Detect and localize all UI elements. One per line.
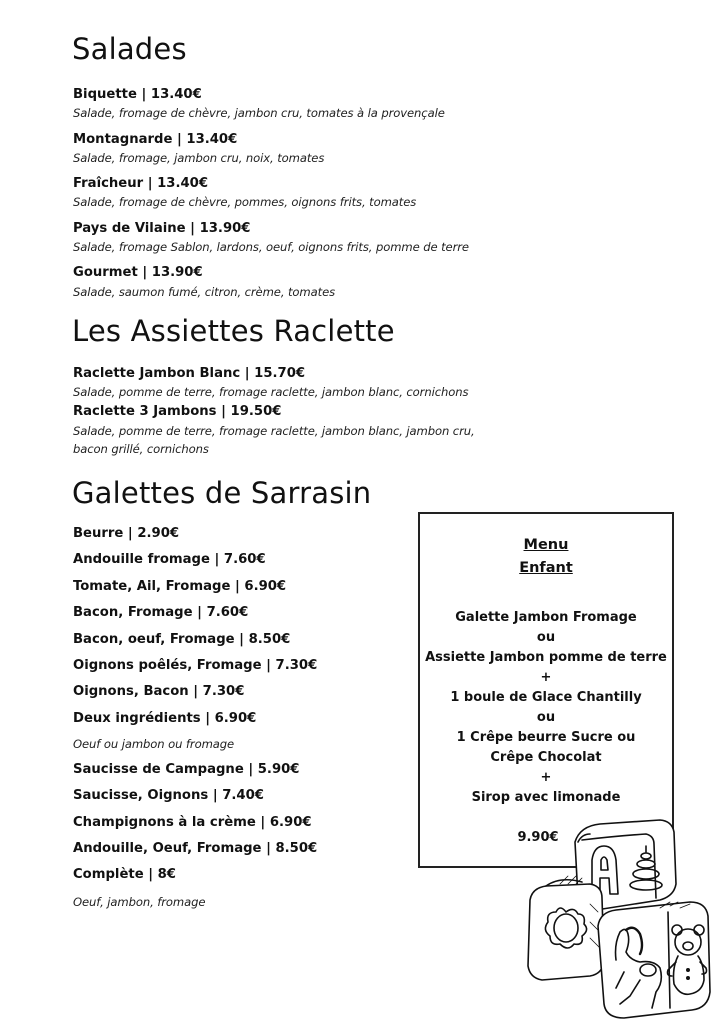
section-title-galettes: Galettes de Sarrasin	[72, 476, 372, 510]
menu-item-description-continued: bacon grillé, cornichons	[73, 442, 209, 456]
menu-enfant-price: 9.90€	[517, 830, 559, 845]
menu-item-name: Fraîcheur | 13.40€	[73, 176, 209, 191]
menu-item-name: Andouille fromage | 7.60€	[73, 552, 266, 567]
menu-item-name: Pays de Vilaine | 13.90€	[73, 221, 251, 236]
menu-enfant-line: ou	[536, 710, 556, 725]
menu-enfant-line: Galette Jambon Fromage	[455, 610, 637, 625]
menu-item-name: Raclette 3 Jambons | 19.50€	[73, 404, 282, 419]
menu-enfant-line: Assiette Jambon pomme de terre	[425, 650, 667, 665]
menu-enfant-line: ou	[536, 630, 556, 645]
menu-item-name: Gourmet | 13.90€	[73, 265, 203, 280]
menu-item-description: Salade, fromage, jambon cru, noix, tomates	[73, 151, 325, 165]
toy-blocks-icon	[520, 812, 724, 1024]
section-title-salades: Salades	[72, 32, 187, 66]
menu-item-name: Montagnarde | 13.40€	[73, 132, 238, 147]
menu-item-description: Salade, fromage de chèvre, jambon cru, tomates à la provençale	[73, 106, 445, 120]
menu-item-description: Salade, saumon fumé, citron, crème, tomates	[73, 285, 336, 299]
menu-enfant-line: +	[540, 770, 552, 785]
menu-item-name: Oignons poêlés, Fromage | 7.30€	[73, 658, 318, 673]
menu-enfant-line: 1 boule de Glace Chantilly	[450, 690, 642, 705]
menu-item-name: Bacon, Fromage | 7.60€	[73, 605, 249, 620]
menu-item-name: Saucisse de Campagne | 5.90€	[73, 762, 300, 777]
menu-item-description: Oeuf, jambon, fromage	[73, 895, 206, 909]
menu-item-name: Andouille, Oeuf, Fromage | 8.50€	[73, 841, 318, 856]
menu-item-description: Salade, fromage de chèvre, pommes, oignons frits, tomates	[73, 195, 417, 209]
menu-item-name: Beurre | 2.90€	[73, 526, 180, 541]
menu-item-name: Raclette Jambon Blanc | 15.70€	[73, 366, 306, 381]
menu-item-name: Saucisse, Oignons | 7.40€	[73, 788, 264, 803]
menu-item-name: Oignons, Bacon | 7.30€	[73, 684, 245, 699]
menu-item-name: Complète | 8€	[73, 867, 176, 882]
menu-item-name: Champignons à la crème | 6.90€	[73, 815, 312, 830]
menu-item-name: Tomate, Ail, Fromage | 6.90€	[73, 579, 287, 594]
menu-enfant-title-line1: Menu	[523, 537, 569, 553]
menu-enfant-line: 1 Crêpe beurre Sucre ou	[456, 730, 636, 745]
menu-enfant-title-line2: Enfant	[519, 560, 573, 576]
menu-enfant-line: +	[540, 670, 552, 685]
menu-item-name: Deux ingrédients | 6.90€	[73, 711, 257, 726]
section-title-raclette: Les Assiettes Raclette	[72, 314, 395, 348]
menu-item-name: Biquette | 13.40€	[73, 87, 202, 102]
menu-item-description: Oeuf ou jambon ou fromage	[73, 737, 235, 751]
menu-enfant-line: Crêpe Chocolat	[490, 750, 602, 765]
menu-item-description: Salade, pomme de terre, fromage raclette, jambon blanc, jambon cru,	[73, 424, 475, 438]
menu-item-description: Salade, pomme de terre, fromage raclette, jambon blanc, cornichons	[73, 385, 469, 399]
menu-enfant-line: Sirop avec limonade	[471, 790, 621, 805]
menu-item-description: Salade, fromage Sablon, lardons, oeuf, oignons frits, pomme de terre	[73, 240, 469, 254]
menu-item-name: Bacon, oeuf, Fromage | 8.50€	[73, 632, 291, 647]
